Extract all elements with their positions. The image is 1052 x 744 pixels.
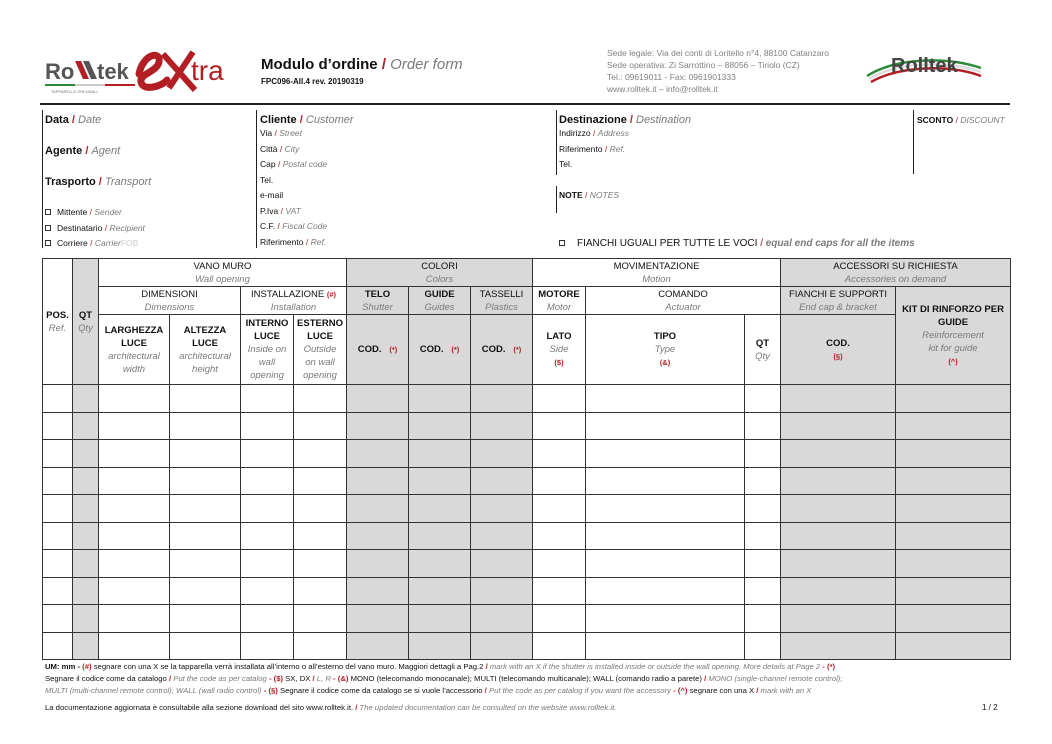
table-cell[interactable]: [409, 467, 471, 495]
tasselli-header: TASSELLI Plastics: [471, 287, 533, 315]
table-cell[interactable]: [241, 522, 294, 550]
divider: [256, 110, 257, 248]
table-cell[interactable]: [99, 605, 170, 633]
rolltek-extra-logo: [43, 44, 228, 98]
table-cell[interactable]: [781, 605, 896, 633]
table-cell[interactable]: [471, 550, 533, 578]
customer-city[interactable]: Città / City: [260, 143, 300, 154]
table-cell[interactable]: [73, 412, 99, 440]
discount-field[interactable]: SCONTO / DISCOUNT: [917, 115, 1005, 125]
table-cell[interactable]: [586, 440, 745, 468]
table-cell[interactable]: [241, 467, 294, 495]
title-sep: /: [381, 56, 386, 73]
outside-header: ESTERNO LUCE Outside on wall opening: [294, 315, 347, 385]
table-cell[interactable]: [533, 605, 586, 633]
table-cell[interactable]: [170, 605, 241, 633]
table-cell[interactable]: [586, 467, 745, 495]
motion-header: MOVIMENTAZIONE Motion: [533, 259, 781, 287]
table-cell[interactable]: [294, 605, 347, 633]
table-cell[interactable]: [896, 577, 1011, 605]
divider: [913, 110, 914, 174]
endcaps-option[interactable]: FIANCHI UGUALI PER TUTTE LE VOCI / equal end caps for all the items: [559, 238, 915, 249]
table-cell[interactable]: [347, 550, 409, 578]
table-cell[interactable]: [43, 495, 73, 523]
guide-header: GUIDE Guides: [409, 287, 471, 315]
table-cell[interactable]: [533, 577, 586, 605]
destination-tel[interactable]: Tel.: [559, 159, 573, 169]
guide-cod-header: COD. (*): [409, 315, 471, 385]
table-cell[interactable]: [241, 577, 294, 605]
table-cell[interactable]: [347, 522, 409, 550]
table-cell[interactable]: [533, 495, 586, 523]
checkbox[interactable]: [559, 240, 565, 246]
table-cell[interactable]: [99, 495, 170, 523]
table-cell[interactable]: [471, 440, 533, 468]
table-cell[interactable]: [409, 522, 471, 550]
table-cell[interactable]: [241, 605, 294, 633]
table-cell[interactable]: [896, 632, 1011, 660]
table-cell[interactable]: [73, 495, 99, 523]
table-cell[interactable]: [471, 412, 533, 440]
transport-field: Trasporto / Transport: [45, 176, 152, 188]
table-cell[interactable]: [471, 467, 533, 495]
table-cell[interactable]: [409, 495, 471, 523]
date-field[interactable]: [45, 114, 101, 126]
table-cell[interactable]: [533, 385, 586, 413]
destination-address[interactable]: Indirizzo / Address: [559, 128, 629, 138]
telo-cod-header: COD. (*): [347, 315, 409, 385]
customer-street[interactable]: Via / Street: [260, 128, 302, 138]
table-cell[interactable]: [294, 467, 347, 495]
table-cell[interactable]: [586, 577, 745, 605]
company-line: www.rolltek.it – info@rolltek.it: [607, 84, 718, 94]
table-cell[interactable]: [170, 385, 241, 413]
inside-header: INTERNO LUCE Inside on wall opening: [241, 315, 294, 385]
table-cell[interactable]: [294, 412, 347, 440]
table-cell[interactable]: [294, 385, 347, 413]
page-number: 1 / 2: [982, 703, 998, 712]
pos-header: POS. Ref.: [43, 259, 73, 385]
table-cell[interactable]: [241, 495, 294, 523]
table-cell[interactable]: [781, 495, 896, 523]
table-cell[interactable]: [73, 605, 99, 633]
table-cell[interactable]: [533, 550, 586, 578]
table-cell[interactable]: [170, 632, 241, 660]
table-cell[interactable]: [347, 467, 409, 495]
kit-header: KIT DI RINFORZO PER GUIDE Reinforcement kit for guide (^): [896, 287, 1011, 385]
notes-field[interactable]: NOTE / NOTES: [559, 190, 620, 200]
company-info: [607, 47, 829, 95]
table-cell[interactable]: [745, 467, 781, 495]
destination-ref[interactable]: Riferimento / Ref.: [559, 143, 626, 154]
customer-ref[interactable]: Riferimento / Ref.: [260, 236, 327, 247]
rolltek-logo: [865, 48, 985, 88]
form-title: [261, 56, 463, 73]
table-cell[interactable]: [43, 632, 73, 660]
table-cell[interactable]: [99, 550, 170, 578]
table-cell[interactable]: [43, 385, 73, 413]
table-cell[interactable]: [533, 522, 586, 550]
table-cell[interactable]: [781, 412, 896, 440]
table-cell[interactable]: [781, 385, 896, 413]
title-en: Order form: [390, 56, 463, 73]
table-cell[interactable]: [347, 632, 409, 660]
svg-text:tra: tra: [191, 55, 224, 86]
footer-notes: UM: mm - (#) segnare con una X se la tapparella verrà installata all’interno o all’esterno del vano muro. Maggiori dettagli a Pag.2 / mark with an X if the shutter is installed inside or outside the wall opening. More details at Page 2 - (*) Segnare il codice come da catalogo / Put the code as per catalog - ($) SX, DX / L, R - (&) MONO (telecomando monocanale); MULTI (telecomando multicanale); WALL (comando radio a parete) / MONO (single-channel remote control); MULTI (multi-channel remote control); WALL (wall radio control) - (§) Segnare il codice come da catalogo se si vuole l’accessorio / Put the code as per catalog if you want the accessory - (^) segnare con una X / mark with an X: [45, 662, 843, 695]
table-cell[interactable]: [170, 467, 241, 495]
table-cell[interactable]: [241, 550, 294, 578]
table-cell[interactable]: [73, 467, 99, 495]
telo-header: TELO Shutter: [347, 287, 409, 315]
table-cell[interactable]: [99, 522, 170, 550]
table-cell[interactable]: [73, 440, 99, 468]
table-row: [43, 440, 1011, 468]
endcap-header: FIANCHI E SUPPORTI End cap & bracket: [781, 287, 896, 315]
customer-section: [260, 114, 354, 250]
table-cell[interactable]: [533, 440, 586, 468]
motor-header: MOTORE Motor: [533, 287, 586, 315]
table-cell[interactable]: [471, 522, 533, 550]
table-cell[interactable]: [170, 440, 241, 468]
table-cell[interactable]: [99, 467, 170, 495]
table-cell[interactable]: [745, 522, 781, 550]
table-cell[interactable]: [294, 522, 347, 550]
width-header: LARGHEZZA LUCE architectural width: [99, 315, 170, 385]
table-cell[interactable]: [471, 605, 533, 633]
tasselli-cod-header: COD. (*): [471, 315, 533, 385]
table-cell[interactable]: [43, 467, 73, 495]
table-cell[interactable]: [99, 385, 170, 413]
table-cell[interactable]: [294, 577, 347, 605]
customer-vat[interactable]: P.Iva / VAT: [260, 205, 301, 216]
table-cell[interactable]: [73, 385, 99, 413]
svg-text:tek: tek: [97, 59, 129, 84]
transport-options: [45, 205, 145, 252]
table-cell[interactable]: [99, 632, 170, 660]
colors-header: COLORI Colors: [347, 259, 533, 287]
height-header: ALTEZZA LUCE architectural height: [170, 315, 241, 385]
acc-cod-header: COD. (§): [781, 315, 896, 385]
table-cell[interactable]: [471, 385, 533, 413]
destination-section: [559, 114, 691, 173]
form-code: FPC096-All.4 rev. 20190319: [261, 77, 364, 86]
table-cell[interactable]: [745, 577, 781, 605]
table-cell[interactable]: [347, 385, 409, 413]
table-cell[interactable]: [586, 550, 745, 578]
table-cell[interactable]: [170, 495, 241, 523]
table-cell[interactable]: [170, 550, 241, 578]
customer-postal[interactable]: Cap / Postal code: [260, 159, 328, 169]
agent-field[interactable]: Agente / Agent: [45, 145, 121, 157]
company-line: Tel.: 09619011 - Fax: 0961901333: [607, 72, 736, 82]
table-cell[interactable]: [896, 385, 1011, 413]
table-cell[interactable]: [241, 632, 294, 660]
table-cell[interactable]: [73, 577, 99, 605]
table-row: [43, 605, 1011, 633]
table-cell[interactable]: [73, 522, 99, 550]
table-cell[interactable]: [586, 605, 745, 633]
table-cell[interactable]: [471, 632, 533, 660]
table-cell[interactable]: [409, 550, 471, 578]
documentation-note: La documentazione aggiornata è consultabile alla sezione download del sito www.rolltek.it. / The updated documentation can be consulted on the website www.rolltek.it.: [45, 703, 617, 712]
table-cell[interactable]: [586, 632, 745, 660]
table-cell[interactable]: [347, 440, 409, 468]
table-row: [43, 467, 1011, 495]
table-cell[interactable]: [99, 412, 170, 440]
table-cell[interactable]: [409, 412, 471, 440]
svg-text:TAPPARELLE ORIGINALI: TAPPARELLE ORIGINALI: [51, 89, 98, 94]
table-cell[interactable]: [347, 495, 409, 523]
table-row: [43, 495, 1011, 523]
table-cell[interactable]: [781, 522, 896, 550]
table-cell[interactable]: [43, 605, 73, 633]
option-carrier[interactable]: Corriere / CarrierFOB: [45, 236, 145, 252]
dimensions-header: DIMENSIONI Dimensions: [99, 287, 241, 315]
table-cell[interactable]: [533, 467, 586, 495]
destination-title: Destinazione / Destination: [559, 114, 692, 126]
table-cell[interactable]: [586, 412, 745, 440]
table-cell[interactable]: [533, 632, 586, 660]
table-cell[interactable]: [781, 550, 896, 578]
table-cell[interactable]: [409, 577, 471, 605]
table-cell[interactable]: [73, 550, 99, 578]
order-table: [42, 258, 1011, 660]
table-cell[interactable]: [586, 495, 745, 523]
table-cell[interactable]: [745, 385, 781, 413]
table-cell[interactable]: [294, 550, 347, 578]
table-row: [43, 412, 1011, 440]
table-cell[interactable]: [471, 577, 533, 605]
customer-tel[interactable]: Tel.: [260, 174, 274, 185]
table-cell[interactable]: [170, 412, 241, 440]
table-row: [43, 385, 1011, 413]
customer-email[interactable]: e-mail: [260, 190, 284, 200]
table-cell[interactable]: [294, 495, 347, 523]
table-cell[interactable]: [745, 412, 781, 440]
table-cell[interactable]: [745, 495, 781, 523]
table-cell[interactable]: [99, 440, 170, 468]
table-cell[interactable]: [409, 385, 471, 413]
table-cell[interactable]: [347, 412, 409, 440]
table-cell[interactable]: [43, 440, 73, 468]
table-cell[interactable]: [586, 522, 745, 550]
table-cell[interactable]: [409, 440, 471, 468]
table-cell[interactable]: [43, 550, 73, 578]
accessories-header: ACCESSORI SU RICHIESTA Accessories on demand: [781, 259, 1011, 287]
table-cell[interactable]: [896, 467, 1011, 495]
table-cell[interactable]: [745, 632, 781, 660]
table-cell[interactable]: [241, 412, 294, 440]
qty-header: QT Qty: [745, 315, 781, 385]
type-header: TIPO Type (&): [586, 315, 745, 385]
divider: [556, 110, 557, 175]
option-sender[interactable]: Mittente / Sender: [45, 205, 145, 221]
divider: [42, 110, 43, 248]
table-cell[interactable]: [896, 495, 1011, 523]
customer-fiscal[interactable]: C.F. / Fiscal Code: [260, 221, 328, 231]
table-cell[interactable]: [781, 440, 896, 468]
table-cell[interactable]: [781, 467, 896, 495]
table-cell[interactable]: [43, 412, 73, 440]
option-recipient[interactable]: Destinatario / Recipient: [45, 221, 145, 237]
customer-title: Cliente / Customer: [260, 114, 354, 126]
table-cell[interactable]: [745, 605, 781, 633]
company-line: Sede legale: Via dei conti di Loritello n°4, 88100 Catanzaro: [607, 48, 830, 58]
table-cell[interactable]: [409, 605, 471, 633]
qt-header: QT Qty: [73, 259, 99, 385]
checkbox[interactable]: [45, 209, 51, 215]
checkbox[interactable]: [45, 225, 51, 231]
table-cell[interactable]: [170, 577, 241, 605]
table-cell[interactable]: [99, 577, 170, 605]
date-label: Data / Date: [45, 114, 102, 126]
table-row: [43, 577, 1011, 605]
table-row: [43, 522, 1011, 550]
svg-text:Rolltek: Rolltek: [891, 55, 958, 77]
table-cell[interactable]: [347, 577, 409, 605]
divider: [556, 186, 557, 213]
table-cell[interactable]: [896, 550, 1011, 578]
table-cell[interactable]: [745, 550, 781, 578]
table-cell[interactable]: [294, 632, 347, 660]
table-cell[interactable]: [170, 522, 241, 550]
checkbox[interactable]: [45, 240, 51, 246]
side-header: LATO Side ($): [533, 315, 586, 385]
table-cell[interactable]: [781, 632, 896, 660]
title-it: Modulo d’ordine: [261, 56, 378, 73]
company-line: Sede operativa: Zi Sarrottino – 88056 – Tiriolo (CZ): [607, 60, 800, 70]
table-row: [43, 632, 1011, 660]
installation-header: INSTALLAZIONE (#) Installation: [241, 287, 347, 315]
table-cell[interactable]: [781, 577, 896, 605]
table-cell[interactable]: [896, 412, 1011, 440]
table-cell[interactable]: [43, 522, 73, 550]
table-cell[interactable]: [745, 440, 781, 468]
svg-text:Ro: Ro: [45, 59, 75, 84]
table-cell[interactable]: [73, 632, 99, 660]
table-cell[interactable]: [896, 522, 1011, 550]
table-cell[interactable]: [471, 495, 533, 523]
table-cell[interactable]: [241, 385, 294, 413]
table-cell[interactable]: [409, 632, 471, 660]
table-cell[interactable]: [533, 412, 586, 440]
table-cell[interactable]: [294, 440, 347, 468]
table-cell[interactable]: [896, 440, 1011, 468]
actuator-header: COMANDO Actuator: [586, 287, 781, 315]
table-cell[interactable]: [586, 385, 745, 413]
table-cell[interactable]: [896, 605, 1011, 633]
table-row: [43, 550, 1011, 578]
table-cell[interactable]: [43, 577, 73, 605]
table-cell[interactable]: [241, 440, 294, 468]
table-cell[interactable]: [347, 605, 409, 633]
header-rule: [40, 103, 1010, 105]
wall-opening-header: VANO MURO Wall opening: [99, 259, 347, 287]
